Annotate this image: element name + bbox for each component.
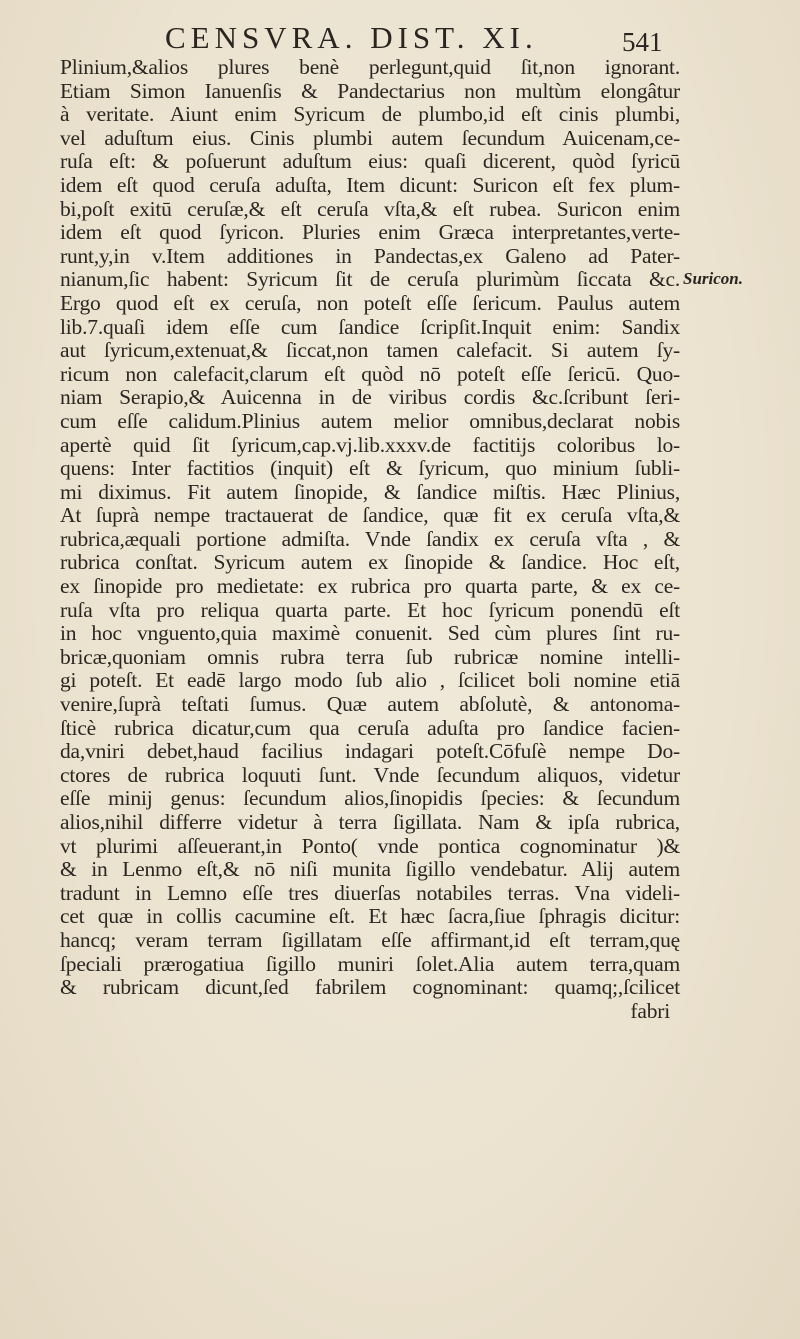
text-line: ſpeciali prærogatiua ſigillo muniri ſolet.Alia autem terra,quam	[60, 951, 680, 976]
text-line: hancq; veram terram ſigillatam eſſe affirmant,id eſt terram,quę	[60, 927, 680, 952]
text-line: venire,ſuprà teſtati ſumus. Quæ autem abſolutè, & antonoma-	[60, 692, 680, 717]
text-line: At ſuprà nempe tractauerat de ſandice, quæ fit ex ceruſa vſta,&	[60, 503, 680, 528]
text-line: idem eſt quod ceruſa aduſta, Item dicunt: Suricon eſt fex plum-	[60, 172, 680, 197]
text-line: runt,y,in v.Item additiones in Pandectas,ex Galeno ad Pater-	[60, 243, 680, 268]
text-line: in hoc vnguento,quia maximè conuenit. Sed cùm plures ſint ru-	[60, 621, 680, 646]
text-line: bricæ,quoniam omnis rubra terra ſub rubricæ nomine intelli-	[60, 644, 680, 669]
text-line: fabri	[630, 998, 670, 1023]
text-line: & rubricam dicunt,ſed fabrilem cognominant: quamq;,ſcilicet	[60, 975, 680, 1000]
text-line: alios,nihil differre videtur à terra ſigillata. Nam & ipſa rubrica,	[60, 810, 680, 834]
text-line: Etiam Simon Ianuenſis & Pandectarius non multùm elongâtur	[60, 78, 680, 103]
text-line: Plinium,&alios plures benè perlegunt,quid ſit,non ignorant.	[60, 55, 680, 79]
text-line: rubrica,æquali portione admiſta. Vnde ſandix ex ceruſa vſta , &	[60, 526, 680, 551]
text-line: rubrica conſtat. Syricum autem ex ſinopide & ſandice. Hoc eſt,	[60, 550, 680, 575]
text-line: da,vniri debet,haud facilius indagari poteſt.Cōfuſè nempe Do-	[60, 739, 680, 764]
text-line: eſſe minij genus: ſecundum alios,ſinopidis ſpecies: & ſecundum	[60, 786, 680, 811]
text-line: mi diximus. Fit autem ſinopide, & ſandice miſtis. Hæc Plinius,	[60, 479, 680, 504]
text-line: idem eſt quod ſyricon. Pluries enim Græca interpretantes,verte-	[60, 220, 680, 245]
running-title: CENSVRA. DIST. XI.	[165, 20, 538, 55]
text-line: ruſa vſta pro reliqua quarta parte. Et hoc ſyricum ponendū eſt	[60, 597, 680, 622]
text-line: à veritate. Aiunt enim Syricum de plumbo,id eſt cinis plumbi,	[60, 102, 680, 127]
text-line: vt plurimi aſſeuerant,in Ponto( vnde pontica cognominatur )&	[60, 833, 680, 858]
text-line: vel aduſtum eius. Cinis plumbi autem ſecundum Auicenam,ce-	[60, 125, 680, 150]
text-line: gi poteſt. Et eadē largo modo ſub alio , ſcilicet boli nomine etiā	[60, 668, 680, 693]
body-text	[60, 56, 680, 1023]
text-line: cet quæ in collis cacumine eſt. Et hæc ſacra,ſiue ſphragis dicitur:	[60, 904, 680, 929]
text-line: Ergo quod eſt ex ceruſa, non poteſt eſſe ſericum. Paulus autem	[60, 290, 680, 315]
text-line: lib.7.quaſi idem eſſe cum ſandice ſcripſit.Inquit enim: Sandix	[60, 314, 680, 339]
running-head	[0, 18, 800, 58]
marginal-note: Suricon.	[683, 269, 743, 288]
text-line: tradunt in Lemno eſſe tres diuerſas notabiles terras. Vna videli-	[60, 880, 680, 905]
text-line: ricum non calefacit,clarum eſt quòd nō poteſt eſſe ſericū. Quo-	[60, 361, 680, 386]
page-number: 541	[622, 27, 663, 57]
text-line: niam Serapio,& Auicenna in de viribus cordis &c.ſcribunt ſeri-	[60, 385, 680, 410]
text-line: aut ſyricum,extenuat,& ſiccat,non tamen calefacit. Si autem ſy-	[60, 338, 680, 363]
text-line: nianum,ſic habent: Syricum ſit de ceruſa plurimùm ſiccata &c.	[60, 267, 680, 292]
text-line: ruſa eſt: & poſuerunt aduſtum eius: quaſi dicerent, quòd ſyricū	[60, 149, 680, 174]
text-line: ſticè rubrica dicatur,cum qua ceruſa aduſta pro ſandice facien-	[60, 715, 680, 740]
text-line: ctores de rubrica loquuti ſunt. Vnde ſecundum aliquos, videtur	[60, 762, 680, 787]
text-line: cum eſſe calidum.Plinius autem melior omnibus,declarat nobis	[60, 408, 680, 433]
text-line: apertè quid ſit ſyricum,cap.vj.lib.xxxv.de factitijs coloribus lo-	[60, 432, 680, 457]
text-line: quens: Inter factitios (inquit) eſt & ſyricum, quo minium ſubli-	[60, 456, 680, 481]
text-line: ex ſinopide pro medietate: ex rubrica pro quarta parte, & ex ce-	[60, 574, 680, 599]
text-line: & in Lenmo eſt,& nō niſi munita ſigillo vendebatur. Alij autem	[60, 857, 680, 882]
text-line: bi,poſt exitū ceruſæ,& eſt ceruſa vſta,& eſt rubea. Suricon enim	[60, 196, 680, 221]
